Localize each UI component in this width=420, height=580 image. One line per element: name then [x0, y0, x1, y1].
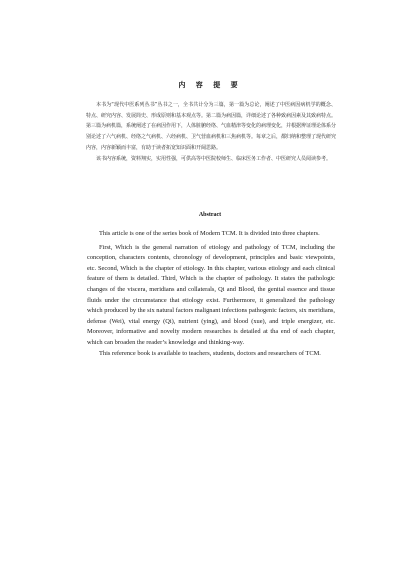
abstract-paragraph: This article is one of the series book of Modern TCM. It is divided into three chapters. [99, 230, 320, 237]
abstract-title: Abstract [198, 212, 222, 218]
abstract-paragraph: This reference book is available to teachers, students, doctors and researchers of TCM. [99, 349, 321, 357]
chinese-summary-paragraph: 该书内容系统，资料翔实，实用性强，可供高等中医院校师生、临床医务工作者、中医研究人员阅读参考。 [96, 155, 332, 162]
chinese-summary-body [86, 100, 336, 164]
chinese-summary-title: 内 容 提 要 [178, 81, 242, 89]
abstract-paragraph: First, Which is the general narration of etiology and pathology of TCM, including the conception, characters contents, chronology of development, principles and basic viewpoints, etc. Second, Which is the chapter of etiology. In this chapter, various etiology and each clinical feature of them is detailed. Third, Which is the chapter of pathology. It states the pathologic changes of the viscera, meridians and collaterals, Qi and Blood, the genital essence and tissue fluids under the circumstance that etiology exist. Furthermore, it generalized the pathology which produced by the six natural factors malignant infections pathogenic factors, six meridians, defense (Wei), vital energy (Qi), nutrient (ying), and blood (xue), and triple energizer, etc. Moreover, informative and novelty modern researches is detailed at tha end of each chapter, which can broaden the reader’s knowledge and thinking-way. [87, 243, 335, 346]
abstract-body [87, 229, 335, 359]
chinese-summary-paragraph: 本书为“现代中医系列丛书”丛书之一，全书共计分为三篇，第一篇为总论，阐述了中医病因病机学的概念、特点、研究内容、发展简史、形成原则和基本观点等。第二篇为病因篇，详细论述了各种致病因素及其致病特点。第三篇为病机篇，系统阐述了在病因作用下，人体脏腑经络、气血精津等变化的病理变化，并根据辨证理论体系分别论述了六气病机、经络之气病机、六经病机、卫气营血病机和三焦病机等。每章之后，都归纳和整理了现代研究内容，内容新颖而丰富，有助于读者拓宽知识面和开阔思路。 [86, 102, 337, 151]
